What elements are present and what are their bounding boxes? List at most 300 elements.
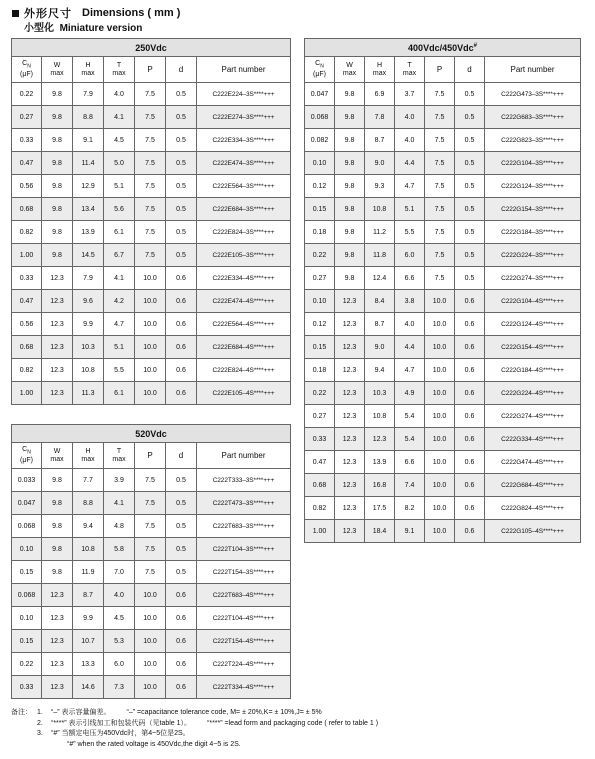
table-cell: 9.6 [73, 290, 104, 313]
table-cell: 8.7 [365, 313, 395, 336]
note-row [11, 708, 586, 719]
table-cell: 9.8 [335, 221, 365, 244]
table-cell: 0.082 [305, 129, 335, 152]
table-row [12, 630, 291, 653]
table-cell: 12.3 [365, 428, 395, 451]
table-cell: 13.9 [365, 451, 395, 474]
part-number-cell: C222E564–4S****+++ [197, 313, 291, 336]
table-cell: 0.6 [455, 290, 485, 313]
table-cell: 0.6 [455, 336, 485, 359]
table-cell: 12.3 [42, 359, 73, 382]
table-row [305, 175, 581, 198]
table-cell: 4.1 [104, 106, 135, 129]
part-number-cell: C222T473–3S****+++ [197, 492, 291, 515]
table-row [12, 359, 291, 382]
table-cell: 9.8 [335, 106, 365, 129]
table-cell: 9.1 [395, 520, 425, 543]
table-cell: 0.12 [305, 313, 335, 336]
square-bullet-icon [12, 10, 19, 17]
table-row [305, 428, 581, 451]
table-cell: 5.1 [104, 336, 135, 359]
note-en: “#” when the rated voltage is 450Vdc,the digit 4~5 is 2S. [67, 740, 241, 748]
table-cell: 7.5 [135, 152, 166, 175]
part-number-cell: C222T104–4S****+++ [197, 607, 291, 630]
table-cell: 0.68 [305, 474, 335, 497]
table-cell: 3.7 [395, 83, 425, 106]
table-cell: 0.22 [305, 382, 335, 405]
table-cell: 12.3 [335, 313, 365, 336]
note-num: 3. [37, 730, 43, 737]
part-number-cell: C222T683–4S****+++ [197, 584, 291, 607]
table-cell: 0.22 [305, 244, 335, 267]
table-cell: 0.6 [455, 359, 485, 382]
part-number-cell: C222T224–4S****+++ [197, 653, 291, 676]
table-cell: 10.0 [135, 382, 166, 405]
table-cell: 10.0 [135, 359, 166, 382]
table-cell: 12.3 [335, 474, 365, 497]
table-cell: 10.3 [73, 336, 104, 359]
table-row [12, 336, 291, 359]
table-cell: 12.4 [365, 267, 395, 290]
part-number-cell: C222E684–3S****+++ [197, 198, 291, 221]
table-cell: 0.68 [12, 336, 42, 359]
table-row [305, 152, 581, 175]
table-cell: 0.15 [12, 561, 42, 584]
table-cell: 9.0 [365, 336, 395, 359]
table-cell: 7.3 [104, 676, 135, 699]
table-cell: 4.8 [104, 515, 135, 538]
table-cell: 0.5 [455, 175, 485, 198]
table-cell: 0.33 [305, 428, 335, 451]
table-cell: 6.1 [104, 221, 135, 244]
table-cell: 18.4 [365, 520, 395, 543]
table-cell: 0.033 [12, 469, 42, 492]
table-cell: 4.2 [104, 290, 135, 313]
table-cell: 4.0 [395, 313, 425, 336]
table-row [305, 106, 581, 129]
col-header-part: Part number [485, 57, 581, 83]
table-cell: 9.8 [335, 83, 365, 106]
table-cell: 0.27 [305, 405, 335, 428]
table-cell: 5.0 [104, 152, 135, 175]
table-cell: 11.4 [73, 152, 104, 175]
table-cell: 14.6 [73, 676, 104, 699]
part-number-cell: C222G184–4S****+++ [485, 359, 581, 382]
table-row [12, 492, 291, 515]
table-row [305, 313, 581, 336]
table-row [305, 382, 581, 405]
table-cell: 0.5 [166, 152, 197, 175]
table-cell: 9.4 [365, 359, 395, 382]
table-cell: 9.8 [335, 244, 365, 267]
table-cell: 8.4 [365, 290, 395, 313]
table-cell: 5.4 [395, 428, 425, 451]
table-cell: 11.2 [365, 221, 395, 244]
col-header-d: d [166, 57, 197, 83]
table-cell: 0.18 [305, 359, 335, 382]
table-cell: 9.8 [42, 469, 73, 492]
table-row [305, 244, 581, 267]
table-cell: 9.0 [365, 152, 395, 175]
table-cell: 8.7 [365, 129, 395, 152]
notes-lead: 备注： [11, 709, 32, 716]
table-cell: 7.5 [135, 515, 166, 538]
part-number-cell: C222E334–4S****+++ [197, 267, 291, 290]
table-cell: 6.7 [104, 244, 135, 267]
table-cell: 10.0 [425, 313, 455, 336]
col-header-w: W max [42, 443, 73, 469]
table-cell: 0.6 [455, 382, 485, 405]
col-header-w: W max [335, 57, 365, 83]
table-cell: 12.3 [335, 428, 365, 451]
table-cell: 10.0 [135, 313, 166, 336]
table-cell: 9.8 [42, 129, 73, 152]
table-cell: 4.0 [104, 584, 135, 607]
table-cell: 3.9 [104, 469, 135, 492]
table-cell: 4.1 [104, 267, 135, 290]
table-cell: 17.5 [365, 497, 395, 520]
table-cell: 12.3 [42, 653, 73, 676]
part-number-cell: C222T333–3S****+++ [197, 469, 291, 492]
table-cell: 12.3 [335, 336, 365, 359]
part-number-cell: C222E274–3S****+++ [197, 106, 291, 129]
table-cell: 7.5 [135, 538, 166, 561]
table-row [305, 336, 581, 359]
table-cell: 6.1 [104, 382, 135, 405]
table-cell: 12.3 [335, 520, 365, 543]
table-cell: 13.4 [73, 198, 104, 221]
table-cell: 5.3 [104, 630, 135, 653]
part-number-cell: C222E564–3S****+++ [197, 175, 291, 198]
table-cell: 0.5 [455, 221, 485, 244]
table-cell: 13.3 [73, 653, 104, 676]
table-cell: 7.5 [135, 83, 166, 106]
table-cell: 7.5 [425, 129, 455, 152]
part-number-cell: C222E474–4S****+++ [197, 290, 291, 313]
table-row [12, 607, 291, 630]
part-number-cell: C222G823–3S****+++ [485, 129, 581, 152]
table-cell: 4.9 [395, 382, 425, 405]
table-row [12, 538, 291, 561]
table-cell: 10.0 [425, 474, 455, 497]
table-cell: 10.8 [365, 198, 395, 221]
table-cell: 0.27 [305, 267, 335, 290]
table-cell: 0.10 [305, 152, 335, 175]
subtitle-cn: 小型化 [24, 23, 54, 34]
table-cell: 9.8 [42, 244, 73, 267]
part-number-cell: C222G824–4S****+++ [485, 497, 581, 520]
note-row [11, 719, 586, 730]
table-cell: 6.0 [104, 653, 135, 676]
col-header-h: H max [73, 57, 104, 83]
table-cell: 0.068 [12, 584, 42, 607]
table-row [12, 313, 291, 336]
table-cell: 12.3 [335, 405, 365, 428]
table-cell: 7.5 [135, 106, 166, 129]
table-cell: 9.8 [335, 198, 365, 221]
table-cell: 0.6 [455, 428, 485, 451]
table-cell: 0.6 [166, 676, 197, 699]
table-cell: 9.3 [365, 175, 395, 198]
table-cell: 0.5 [166, 492, 197, 515]
table-cell: 10.0 [135, 653, 166, 676]
table-row [12, 382, 291, 405]
col-header-part: Part number [197, 57, 291, 83]
table-cell: 7.5 [135, 244, 166, 267]
table-cell: 0.5 [166, 538, 197, 561]
table-cell: 0.47 [12, 152, 42, 175]
table-cell: 0.10 [305, 290, 335, 313]
table-row [12, 175, 291, 198]
table-cell: 1.00 [12, 382, 42, 405]
table-cell: 12.3 [335, 290, 365, 313]
part-number-cell: C222T154–3S****+++ [197, 561, 291, 584]
table-cell: 6.9 [365, 83, 395, 106]
table-cell: 7.5 [425, 106, 455, 129]
table-cell: 0.5 [166, 244, 197, 267]
table-cell: 0.047 [305, 83, 335, 106]
table-cell: 0.6 [455, 497, 485, 520]
table-cell: 0.5 [166, 198, 197, 221]
col-header-h: H max [365, 57, 395, 83]
table-cell: 16.8 [365, 474, 395, 497]
col-header-d: d [166, 443, 197, 469]
part-number-cell: C222G683–3S****+++ [485, 106, 581, 129]
table-cell: 0.56 [12, 175, 42, 198]
table-cell: 0.82 [305, 497, 335, 520]
col-header-t: T max [395, 57, 425, 83]
note-cn: “–” 表示容量偏差。 [51, 709, 111, 716]
col-header-cn: $C_N$ (μF) [305, 57, 335, 83]
part-number-cell: C222G473–3S****+++ [485, 83, 581, 106]
table-cell: 9.8 [42, 538, 73, 561]
part-number-cell: C222E684–4S****+++ [197, 336, 291, 359]
table-cell: 0.5 [166, 515, 197, 538]
table-cell: 9.8 [335, 267, 365, 290]
col-header-t: T max [104, 57, 135, 83]
table-cell: 4.4 [395, 336, 425, 359]
table-cell: 10.0 [135, 584, 166, 607]
table-cell: 10.8 [365, 405, 395, 428]
table-cell: 0.5 [166, 129, 197, 152]
table-cell: 9.8 [42, 515, 73, 538]
note-cn: “#” 当额定电压为450Vdc时，第4~5位是2S。 [51, 730, 190, 737]
table-cell: 4.7 [104, 313, 135, 336]
table-cell: 0.5 [166, 561, 197, 584]
table-cell: 6.6 [395, 267, 425, 290]
table-cell: 3.8 [395, 290, 425, 313]
table-cell: 4.7 [395, 359, 425, 382]
table-cell: 0.18 [305, 221, 335, 244]
table-cell: 12.3 [42, 630, 73, 653]
table-row [305, 520, 581, 543]
table-cell: 7.5 [425, 198, 455, 221]
table-cell: 10.0 [425, 428, 455, 451]
table-cell: 0.33 [12, 267, 42, 290]
table-row [305, 290, 581, 313]
subtitle-en: Miniature version [59, 23, 143, 34]
part-number-cell: C222E224–3S****+++ [197, 83, 291, 106]
col-header-w: W max [42, 57, 73, 83]
table-cell: 4.0 [104, 83, 135, 106]
table-row [12, 152, 291, 175]
section-title-en: Dimensions ( mm ) [82, 7, 181, 19]
table-cell: 4.1 [104, 492, 135, 515]
table-cell: 5.5 [395, 221, 425, 244]
table-cell: 11.9 [73, 561, 104, 584]
table-cell: 0.5 [455, 129, 485, 152]
table-cell: 13.9 [73, 221, 104, 244]
part-number-cell: C222T104–3S****+++ [197, 538, 291, 561]
table-cell: 14.5 [73, 244, 104, 267]
table-cell: 0.6 [455, 474, 485, 497]
table-cell: 12.3 [42, 290, 73, 313]
table-cell: 12.3 [42, 267, 73, 290]
table-cell: 0.6 [166, 313, 197, 336]
table-cell: 0.47 [305, 451, 335, 474]
table-row [305, 359, 581, 382]
table-cell: 9.8 [335, 175, 365, 198]
col-header-cn: $C_N$ (μF) [12, 57, 42, 83]
table-cell: 1.00 [305, 520, 335, 543]
table-cell: 10.0 [135, 336, 166, 359]
part-number-cell: C222E334–3S****+++ [197, 129, 291, 152]
table-cell: 9.8 [42, 198, 73, 221]
part-number-cell: C222G154–3S****+++ [485, 198, 581, 221]
table-cell: 9.4 [73, 515, 104, 538]
col-header-h: H max [73, 443, 104, 469]
table-row [305, 83, 581, 106]
table-row [12, 584, 291, 607]
table-cell: 9.8 [42, 152, 73, 175]
table-cell: 5.1 [104, 175, 135, 198]
table-cell: 10.0 [135, 290, 166, 313]
table-cell: 0.22 [12, 83, 42, 106]
table-cell: 7.5 [425, 152, 455, 175]
table-cell: 7.5 [135, 561, 166, 584]
note-num [37, 740, 51, 751]
table-title: 520Vdc [12, 425, 291, 443]
table-cell: 12.3 [42, 313, 73, 336]
table-cell: 5.1 [395, 198, 425, 221]
table-cell: 7.9 [73, 83, 104, 106]
table-cell: 0.82 [12, 221, 42, 244]
table-cell: 6.0 [395, 244, 425, 267]
note-num: 1. [37, 709, 43, 716]
table-cell: 0.6 [166, 584, 197, 607]
part-number-cell: C222G274–4S****+++ [485, 405, 581, 428]
table-cell: 7.5 [135, 469, 166, 492]
table-cell: 12.3 [335, 497, 365, 520]
table-cell: 12.3 [42, 607, 73, 630]
table-cell: 8.7 [73, 584, 104, 607]
table-cell: 12.3 [42, 336, 73, 359]
table-cell: 10.7 [73, 630, 104, 653]
table-cell: 9.9 [73, 313, 104, 336]
table-cell: 10.8 [73, 538, 104, 561]
table-cell: 7.4 [395, 474, 425, 497]
table-cell: 7.5 [135, 175, 166, 198]
part-number-cell: C222T334–4S****+++ [197, 676, 291, 699]
table-cell: 0.6 [166, 630, 197, 653]
part-number-cell: C222G124–3S****+++ [485, 175, 581, 198]
note-en: “–” =capacitance tolerance code, M= ± 20%,K= ± 10%,J= ± 5% [126, 709, 322, 716]
table-cell: 10.0 [425, 520, 455, 543]
part-number-cell: C222G104–4S****+++ [485, 290, 581, 313]
part-number-cell: C222G334–4S****+++ [485, 428, 581, 451]
note-row [11, 729, 586, 740]
table-row [305, 405, 581, 428]
note-cn: “****” 表示引线加工和包装代码（见table 1）。 [51, 719, 192, 727]
table-cell: 0.15 [12, 630, 42, 653]
table-cell: 8.8 [73, 492, 104, 515]
table-cell: 7.0 [104, 561, 135, 584]
table-400-450vdc [304, 38, 581, 543]
table-cell: 9.8 [335, 152, 365, 175]
table-cell: 0.27 [12, 106, 42, 129]
table-250vdc [11, 38, 291, 405]
table-cell: 0.6 [166, 382, 197, 405]
table-cell: 0.22 [12, 653, 42, 676]
col-header-p: P [135, 57, 166, 83]
table-cell: 10.0 [135, 267, 166, 290]
table-cell: 0.82 [12, 359, 42, 382]
table-cell: 12.3 [42, 584, 73, 607]
table-cell: 4.5 [104, 129, 135, 152]
table-cell: 0.5 [455, 106, 485, 129]
part-number-cell: C222G124–4S****+++ [485, 313, 581, 336]
table-row [12, 129, 291, 152]
table-cell: 0.12 [305, 175, 335, 198]
section-title-cn: 外形尺寸 [24, 8, 72, 20]
table-cell: 0.47 [12, 290, 42, 313]
table-row [12, 290, 291, 313]
table-cell: 10.0 [425, 359, 455, 382]
part-number-cell: C222E105–4S****+++ [197, 382, 291, 405]
table-cell: 0.33 [12, 129, 42, 152]
table-cell: 7.5 [425, 244, 455, 267]
table-cell: 10.8 [73, 359, 104, 382]
table-cell: 4.0 [395, 106, 425, 129]
col-header-part: Part number [197, 443, 291, 469]
table-title: 400Vdc/450Vdc# [305, 39, 581, 57]
table-cell: 10.0 [425, 451, 455, 474]
table-520vdc [11, 424, 291, 699]
table-cell: 12.3 [42, 676, 73, 699]
table-cell: 12.3 [335, 359, 365, 382]
table-cell: 0.5 [166, 106, 197, 129]
col-header-d: d [455, 57, 485, 83]
table-cell: 7.5 [135, 221, 166, 244]
table-row [12, 653, 291, 676]
table-row [12, 106, 291, 129]
table-cell: 0.5 [166, 469, 197, 492]
table-cell: 0.15 [305, 198, 335, 221]
table-cell: 0.6 [455, 405, 485, 428]
table-row [12, 244, 291, 267]
part-number-cell: C222G154–4S****+++ [485, 336, 581, 359]
table-cell: 0.5 [455, 83, 485, 106]
table-row [12, 515, 291, 538]
table-cell: 0.5 [166, 221, 197, 244]
table-cell: 5.6 [104, 198, 135, 221]
table-row [12, 469, 291, 492]
table-cell: 0.5 [455, 152, 485, 175]
table-cell: 9.8 [335, 129, 365, 152]
table-cell: 0.068 [12, 515, 42, 538]
table-cell: 7.5 [425, 83, 455, 106]
table-cell: 7.5 [135, 198, 166, 221]
